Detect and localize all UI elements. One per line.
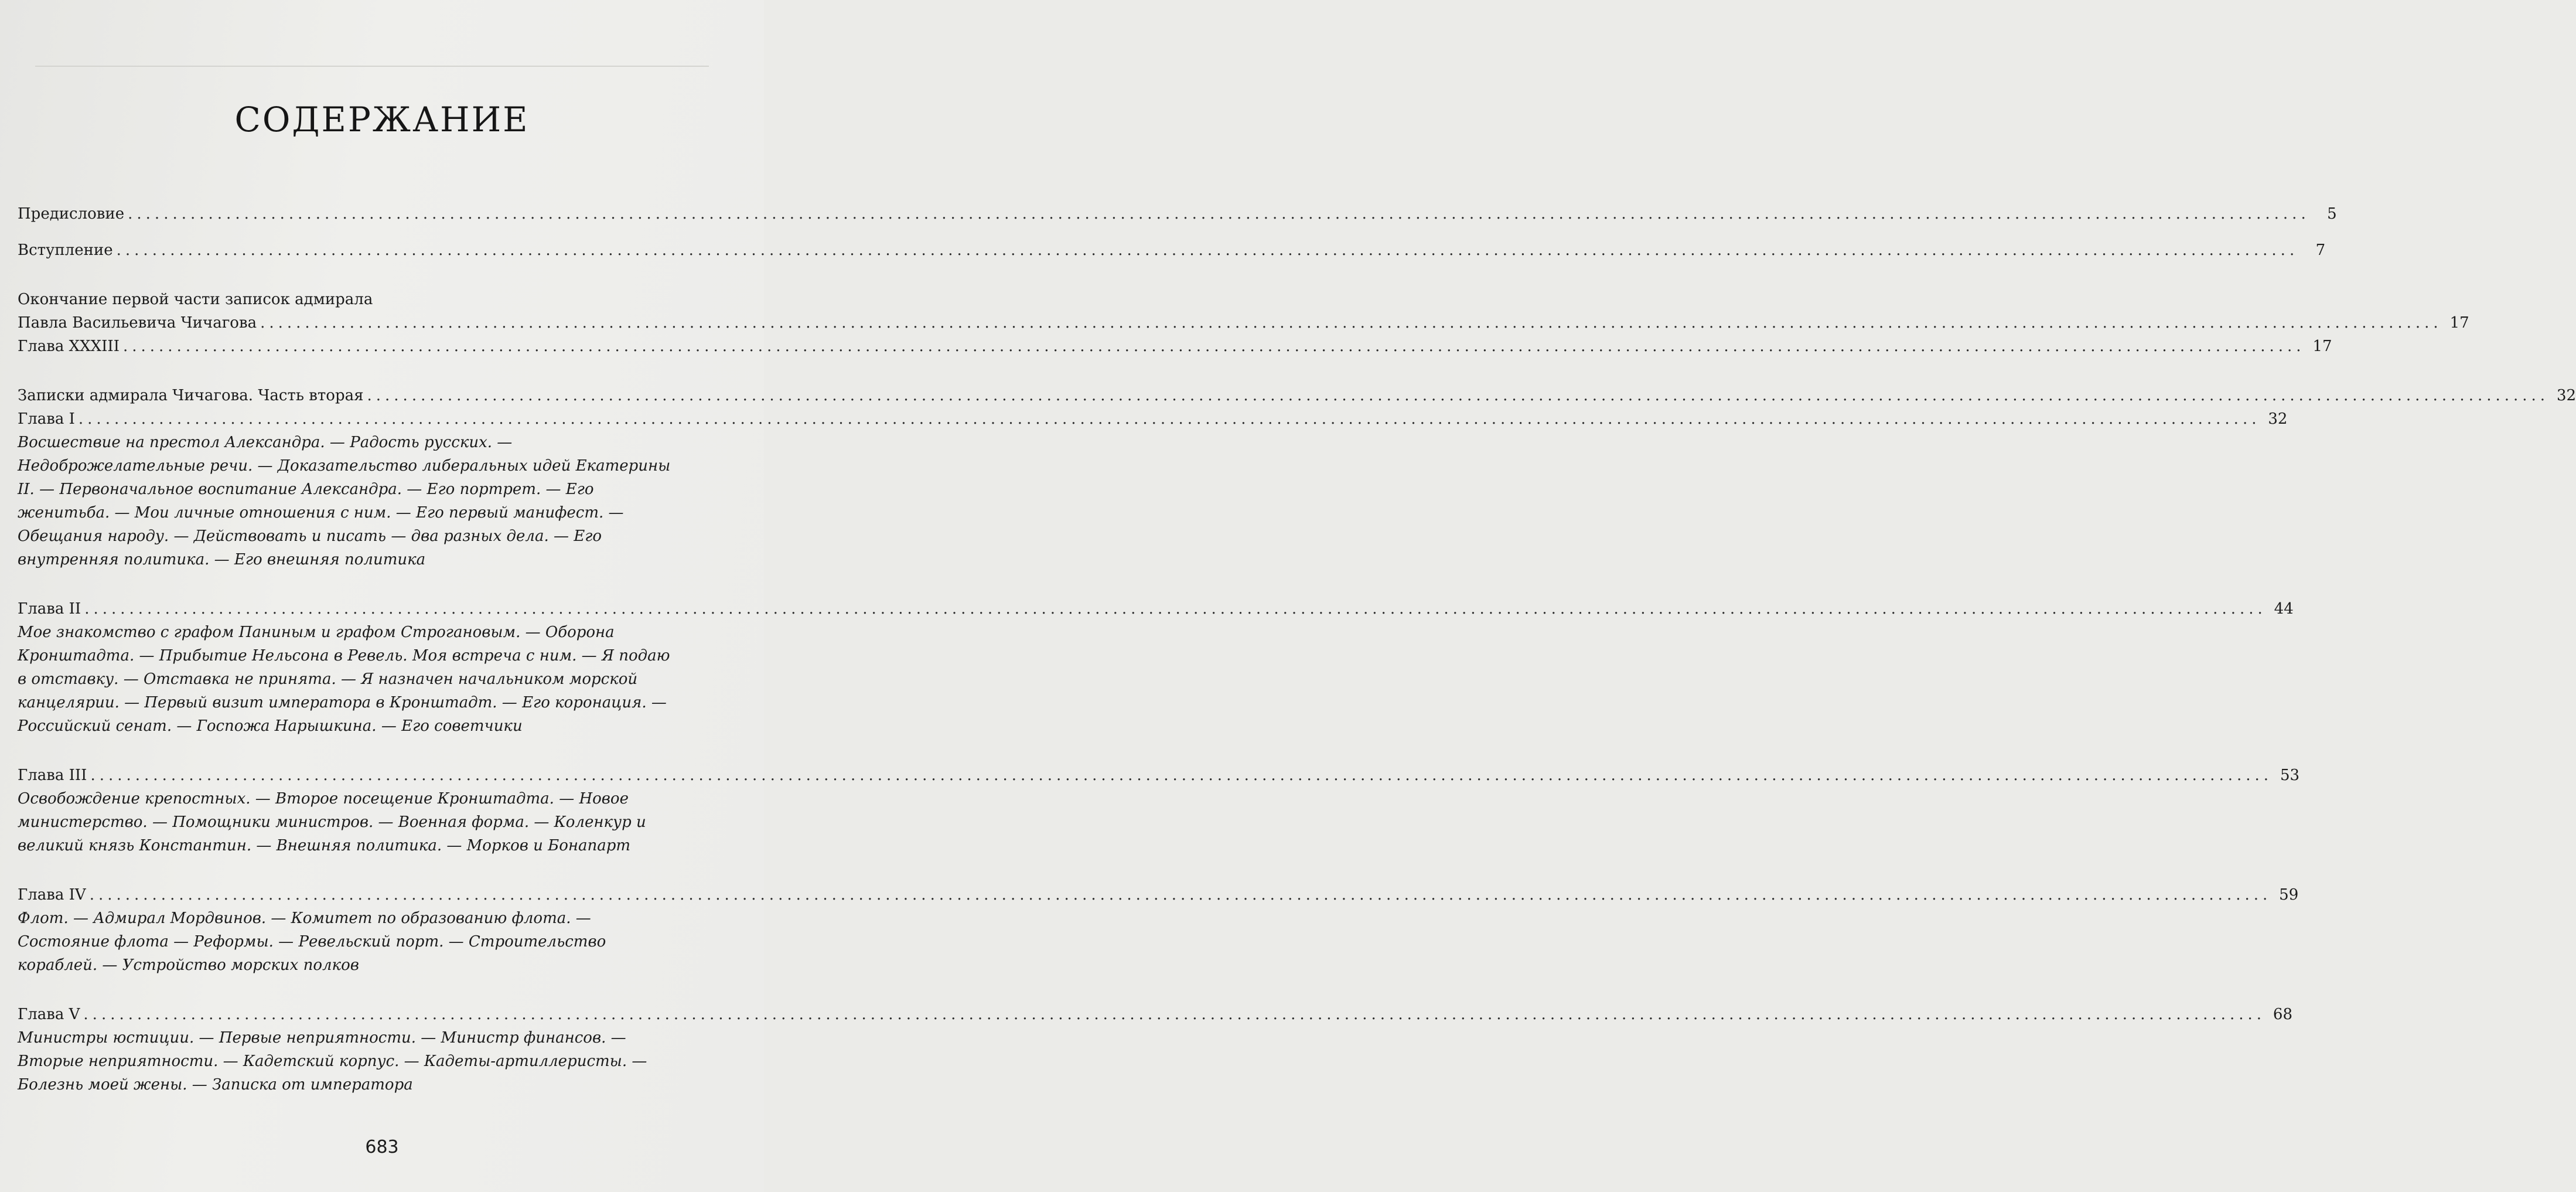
toc-entry-chapter-3[interactable] xyxy=(18,764,2300,857)
header-rule xyxy=(35,66,709,67)
entry-label: Глава I xyxy=(18,410,75,428)
dot-leader: .................................................................................................................................................................................................................................................... xyxy=(78,410,2261,428)
part1-title-line1: Окончание первой части записок адмирала xyxy=(18,291,373,308)
toc-entry-preface[interactable] xyxy=(18,202,2337,226)
entry-page: 5 xyxy=(2327,205,2337,223)
entry-label: Глава IV xyxy=(18,886,86,904)
chapter-summary: Флот. — Адмирал Мордвинов. — Комитет по образованию флота. — Состояние флота — Реформы. — Ревельский порт. — Строительство кораблей. — Устройство морских полков xyxy=(18,910,606,974)
page-number: 683 xyxy=(365,1137,399,1157)
entry-label: Павла Васильевича Чичагова xyxy=(18,314,257,332)
entry-page: 32 xyxy=(2268,410,2288,428)
chapter-summary: Освобождение крепостных. — Второе посещение Кронштадта. — Новое министерство. — Помощники министров. — Военная форма. — Коленкур и великий князь Константин. — Внешняя политика. — Морков и Бонапарт xyxy=(18,790,646,854)
chapter-summary: Восшествие на престол Александра. — Радость русских. — Недоброжелательные речи. — Доказательство либеральных идей Екатерины II. — Первоначальное воспитание Александра. — Его портрет. — Его женитьба. — Мои личные отношения с ним. — Его первый манифест. — Обещания народу. — Действовать и писать — два разных дела. — Его внутренняя политика. — Его внешняя политика xyxy=(18,434,671,568)
entry-page: 7 xyxy=(2315,241,2326,259)
entry-page: 59 xyxy=(2279,886,2299,904)
chapter-summary: Министры юстиции. — Первые неприятности. — Министр финансов. — Вторые неприятности. — Кадетский корпус. — Кадеты-артиллеристы. — Болезнь моей жены. — Записка от императора xyxy=(18,1029,647,1094)
entry-label: Предисловие xyxy=(18,205,125,223)
entry-label: Записки адмирала Чичагова. Часть вторая xyxy=(18,387,364,404)
page-title: СОДЕРЖАНИЕ xyxy=(234,100,530,139)
toc-entry-chapter-33[interactable] xyxy=(18,335,2332,358)
entry-page: 53 xyxy=(2280,767,2300,784)
entry-page: 17 xyxy=(2449,314,2469,332)
dot-leader: .................................................................................................................................................................................................................................................... xyxy=(84,600,2267,618)
toc-entry-chapter-5[interactable] xyxy=(18,1003,2292,1096)
entry-label: Глава III xyxy=(18,767,87,784)
chapter-summary: Мое знакомство с графом Паниным и графом Строгановым. — Оборона Кронштадта. — Прибытие Нельсона в Ревель. Моя встреча с ним. — Я подаю в отставку. — Отставка не принята. — Я назначен начальником морской канцелярии. — Первый визит императора в Кронштадт. — Его коронация. — Российский сенат. — Госпожа Нарышкина. — Его советчики xyxy=(18,624,670,735)
entry-label: Глава XXXIII xyxy=(18,338,120,355)
toc-entry-chapter-1[interactable] xyxy=(18,407,2288,571)
entry-page: 17 xyxy=(2312,338,2332,355)
dot-leader: .................................................................................................................................................................................................................................................... xyxy=(90,767,2273,784)
entry-page: 68 xyxy=(2273,1006,2292,1023)
toc-entry-part1[interactable] xyxy=(18,311,2469,335)
toc-entry-chapter-4[interactable] xyxy=(18,883,2299,977)
toc-entry-part2[interactable] xyxy=(18,384,2576,407)
dot-leader: .................................................................................................................................................................................................................................................... xyxy=(116,241,2299,259)
dot-leader: .................................................................................................................................................................................................................................................... xyxy=(128,205,2310,223)
entry-page: 44 xyxy=(2274,600,2294,618)
entry-label: Глава II xyxy=(18,600,81,618)
entry-label: Глава V xyxy=(18,1006,80,1023)
dot-leader: .................................................................................................................................................................................................................................................... xyxy=(83,1006,2265,1023)
entry-label: Вступление xyxy=(18,241,113,259)
table-of-contents xyxy=(18,202,2576,1096)
entry-page: 32 xyxy=(2556,387,2576,404)
dot-leader: .................................................................................................................................................................................................................................................... xyxy=(260,314,2442,332)
toc-entry-chapter-2[interactable] xyxy=(18,597,2294,738)
dot-leader: .................................................................................................................................................................................................................................................... xyxy=(89,886,2272,904)
toc-entry-introduction[interactable] xyxy=(18,239,2326,262)
dot-leader: .................................................................................................................................................................................................................................................... xyxy=(367,387,2550,404)
dot-leader: .................................................................................................................................................................................................................................................... xyxy=(122,338,2305,355)
